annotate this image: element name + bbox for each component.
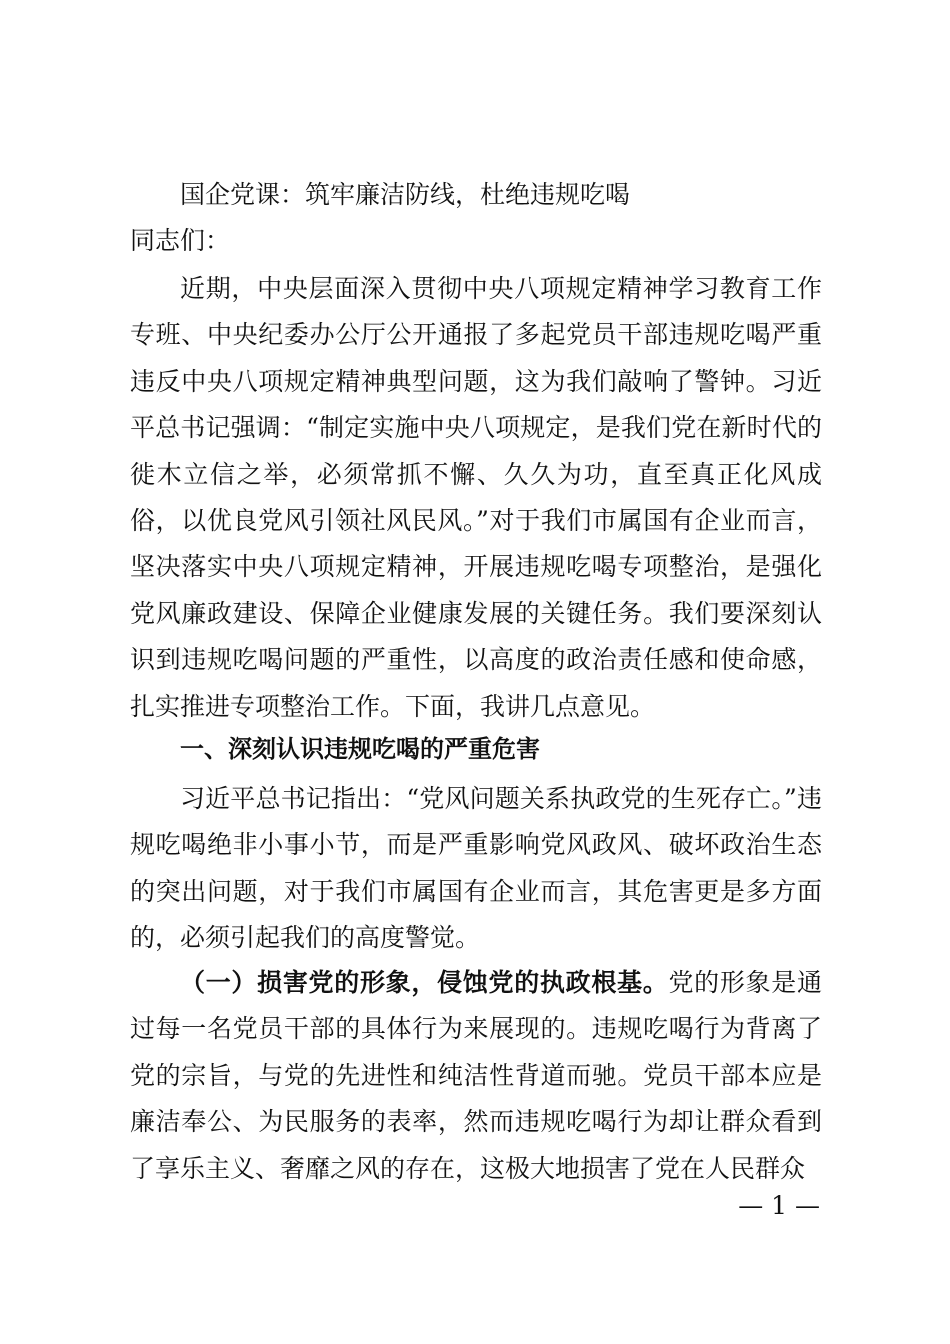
salutation: 同志们：	[130, 226, 231, 255]
document-title: 国企党课：筑牢廉洁防线，杜绝违规吃喝	[180, 180, 631, 209]
subsection-heading-1: （一）损害党的形象，侵蚀党的执政根基。	[180, 968, 669, 997]
paragraph-intro: 近期，中央层面深入贯彻中央八项规定精神学习教育工作专班、中央纪委办公厅公开通报了多起党员干部违规吃喝严重违反中央八项规定精神典型问题，这为我们敲响了警钟。习近平总书记强调：“制定实施中央八项规定，是我们党在新时代的徙木立信之举，必须常抓不懈、久久为功，直至真正化风成俗，以优良党风引领社风民风。”对于我们市属国有企业而言，坚决落实中央八项规定精神，开展违规吃喝专项整治，是强化党风廉政建设、保障企业健康发展的关键任务。我们要深刻认识到违规吃喝问题的严重性，以高度的政治责任感和使命感，扎实推进专项整治工作。下面，我讲几点意见。	[130, 274, 822, 721]
paragraph-section-1: 习近平总书记指出：“党风问题关系执政党的生死存亡。”违规吃喝绝非小事小节，而是严重影响党风政风、破坏政治生态的突出问题，对于我们市属国有企业而言，其危害更是多方面的，必须引起我们的高度警觉。	[130, 784, 822, 953]
section-heading-1: 一、深刻认识违规吃喝的严重危害	[180, 735, 540, 763]
page-number: — 1 —	[738, 1191, 820, 1220]
subsection-text-1: 党的形象是通过每一名党员干部的具体行为来展现的。违规吃喝行为背离了党的宗旨，与党的先进性和纯洁性背道而驰。党员干部本应是廉洁奉公、为民服务的表率，然而违规吃喝行为却让群众看到了享乐主义、奢靡之风的存在，这极大地损害了党在人民群众	[130, 968, 822, 1183]
paragraph-subsection-1	[130, 960, 822, 1192]
